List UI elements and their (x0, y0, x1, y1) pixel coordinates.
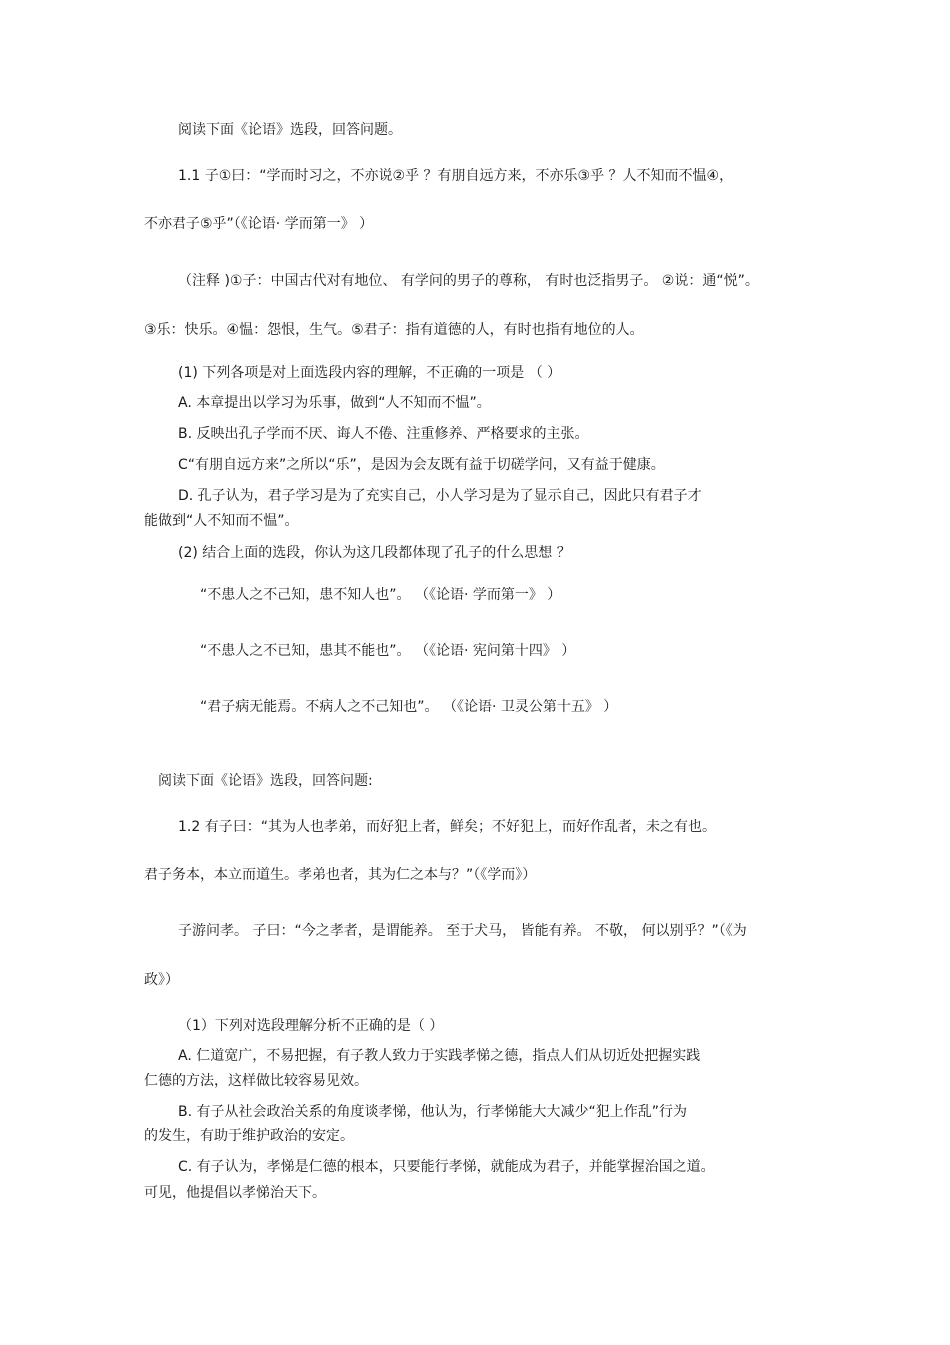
section2-option-a-line1: A. 仁道宽广，不易把握，有子教人致力于实践孝悌之德，指点人们从切近处把握实践 (178, 1048, 701, 1064)
section1-q1-option-a: A. 本章提出以学习为乐事，做到“人不知而不愠”。 (178, 395, 491, 411)
section2-option-c-line2: 可见，他提倡以孝悌治天下。 (144, 1185, 326, 1201)
section1-question2: (2) 结合上面的选段，你认为这几段都体现了孔子的什么思想 ？ (178, 545, 571, 561)
section2-option-c-line1: C. 有子认为，孝悌是仁德的根本，只要能行孝悌，就能成为君子，并能掌握治国之道。 (178, 1159, 715, 1175)
section2-option-a-line2: 仁德的方法，这样做比较容易见效。 (144, 1073, 368, 1089)
section2-passage2-line1: 子游问孝。 子曰：“今之孝者，是谓能养。 至于犬马， 皆能有养。 不敬， 何以别乎？”（《为 (178, 923, 747, 939)
section2-option-b-line1: B. 有子从社会政治关系的角度谈孝悌，他认为，行孝悌能大大减少“犯上作乱”行为 (178, 1104, 688, 1120)
section1-passage-line1: 1.1 子①曰：“学而时习之，不亦说②乎 ？有朋自远方来，不亦乐③乎 ？人不知而不愠④， (178, 168, 734, 184)
section2-option-b-line2: 的发生，有助于维护政治的安定。 (144, 1128, 354, 1144)
section1-q1-option-d-line1: D. 孔子认为，君子学习是为了充实自己，小人学习是为了显示自己，因此只有君子才 (178, 488, 702, 504)
section2-passage-line2: 君子务本，本立而道生。孝弟也者，其为仁之本与？”（《学而》） (144, 867, 537, 883)
section1-quote3: “君子病无能焉。不病人之不己知也”。 （《论语· 卫灵公第十五》 ） (200, 699, 618, 715)
section1-intro: 阅读下面《论语》选段，回答问题。 (178, 122, 402, 138)
section2-intro: 阅读下面《论语》选段，回答问题: (158, 773, 373, 789)
section1-quote2: “不患人之不已知，患其不能也”。 （《论语· 宪问第十四》 ） (200, 643, 576, 659)
section1-note-line1: （注释 )①子：中国古代对有地位、 有学问的男子的尊称， 有时也泛指男子。 ②说：通“悦”。 (178, 273, 759, 289)
section2-passage2-line2: 政》） (144, 972, 179, 988)
section1-quote1: “不患人之不己知，患不知人也”。 （《论语· 学而第一》 ） (200, 587, 562, 603)
section2-question1: （1）下列对选段理解分析不正确的是（ ） (178, 1018, 444, 1034)
section1-note-line2: ③乐：快乐。④愠：怨恨，生气。⑤君子：指有道德的人，有时也指有地位的人。 (144, 322, 644, 338)
section1-question1: (1) 下列各项是对上面选段内容的理解，不正确的一项是 （ ） (178, 365, 562, 381)
section1-q1-option-c: C“有朋自远方来”之所以“乐”，是因为会友既有益于切磋学问，又有益于健康。 (178, 457, 665, 473)
section2-passage-line1: 1.2 有子曰：“其为人也孝弟，而好犯上者，鲜矣；不好犯上，而好作乱者，未之有也。 (178, 819, 716, 835)
section1-passage-line2: 不亦君子⑤乎”（《论语· 学而第一》 ） (144, 216, 374, 232)
section1-q1-option-b: B. 反映出孔子学而不厌、诲人不倦、注重修养、严格要求的主张。 (178, 426, 589, 442)
section1-q1-option-d-line2: 能做到“人不知而不愠”。 (144, 513, 299, 529)
